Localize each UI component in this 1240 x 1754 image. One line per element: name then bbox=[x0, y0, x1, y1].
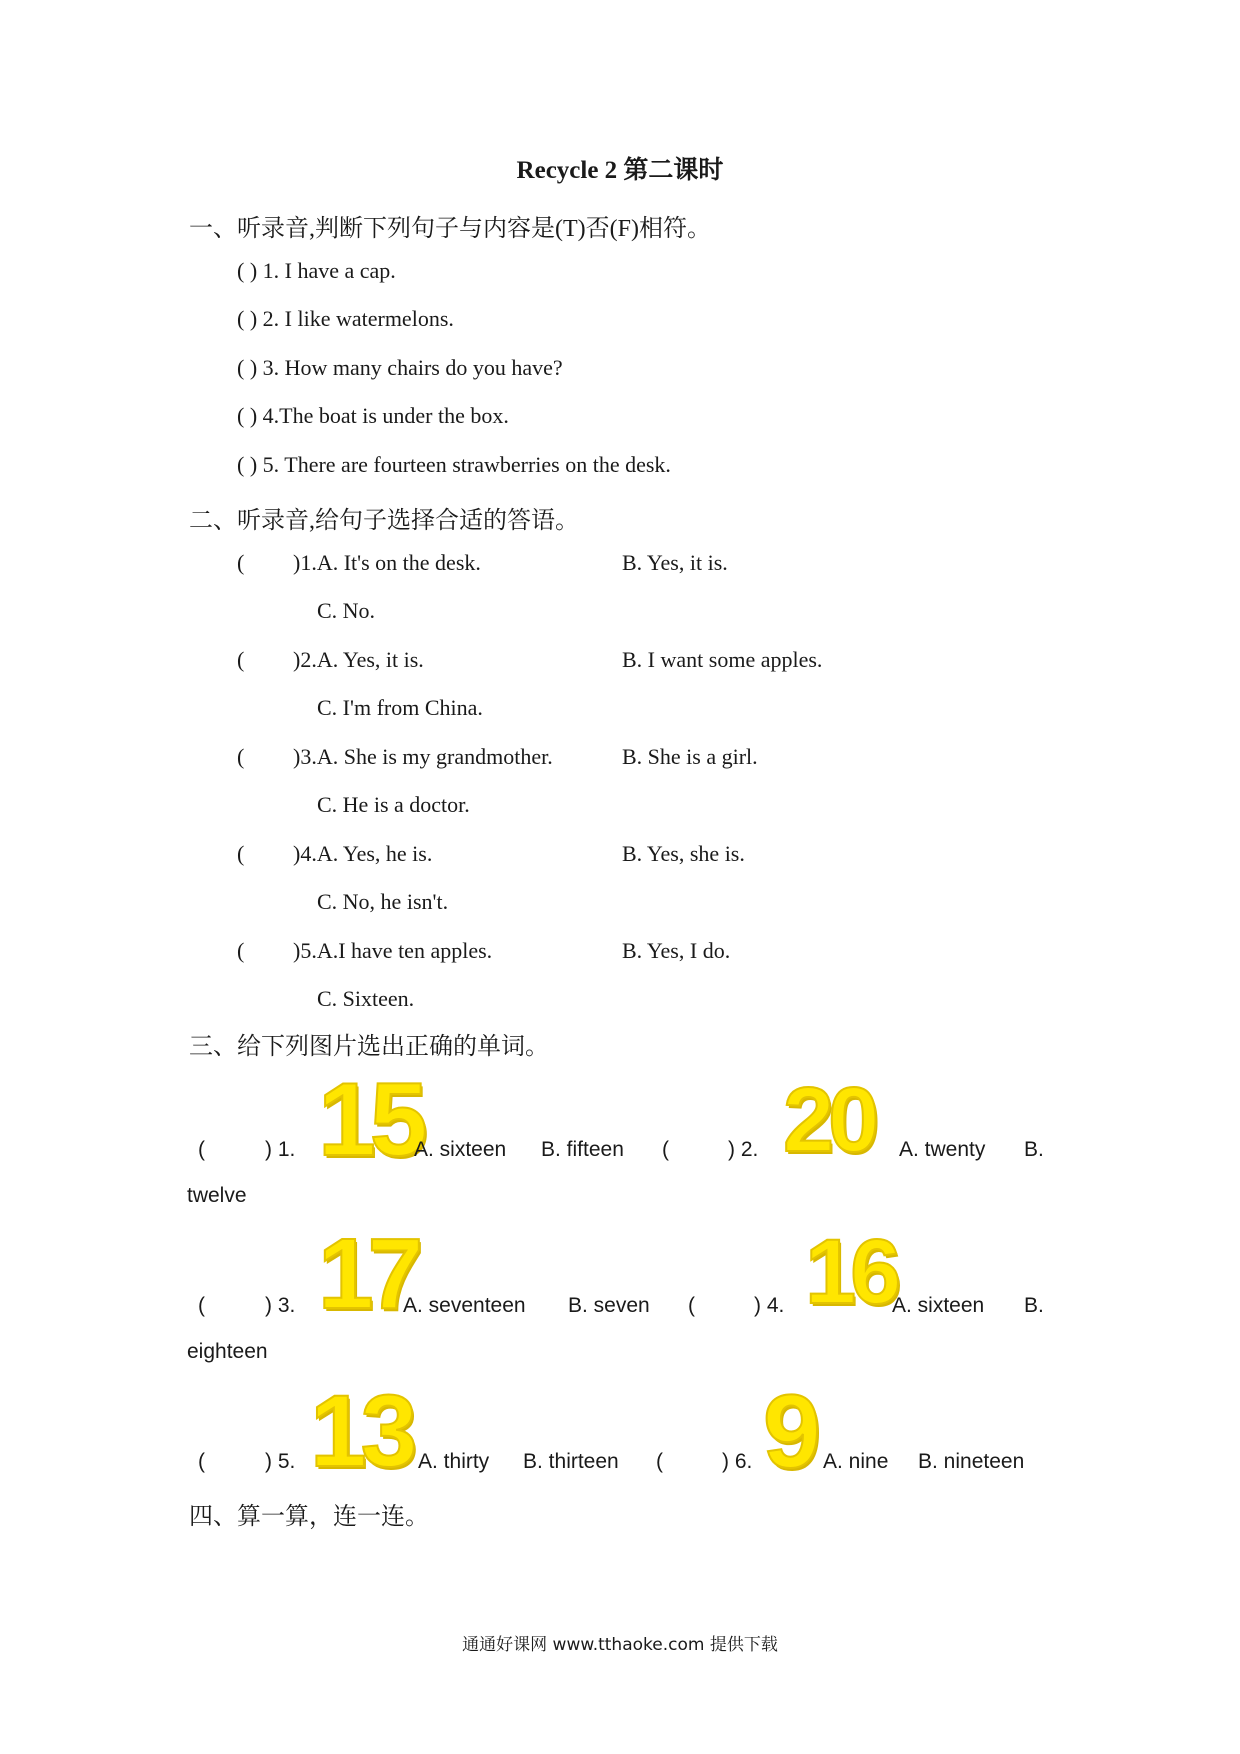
part3-item-2-b: B. bbox=[1024, 1138, 1044, 1161]
part3-paren-3: ( bbox=[198, 1294, 205, 1317]
part1-item-1: ( ) 1. I have a cap. bbox=[237, 258, 396, 283]
part3-item-4-a: A. sixteen bbox=[892, 1294, 985, 1317]
part2-paren-5: ( bbox=[237, 938, 245, 963]
part3-item-3-b: B. seven bbox=[568, 1294, 650, 1317]
part3-item-4-no: ) 4. bbox=[754, 1294, 785, 1317]
part2-item-1-b: B. Yes, it is. bbox=[622, 550, 728, 575]
part1-heading: 一、听录音,判断下列句子与内容是(T)否(F)相符。 bbox=[189, 216, 711, 242]
part1-item-2: ( ) 2. I like watermelons. bbox=[237, 306, 454, 331]
part3-item-2-a: A. twenty bbox=[899, 1138, 986, 1161]
part3-item-3-no: ) 3. bbox=[265, 1294, 296, 1317]
part3-item-6-a: A. nine bbox=[823, 1450, 889, 1473]
part3-paren-5: ( bbox=[198, 1450, 205, 1473]
page-footer: 通通好课网 www.tthaoke.com 提供下载 bbox=[462, 1635, 778, 1655]
number-9-picture: 9 bbox=[763, 1374, 815, 1490]
number-16-picture: 16 bbox=[805, 1221, 896, 1323]
part1-item-3: ( ) 3. How many chairs do you have? bbox=[237, 355, 563, 380]
part3-item-3-a: A. seventeen bbox=[403, 1294, 526, 1317]
part3-item-5-a: A. thirty bbox=[418, 1450, 490, 1473]
part2-paren-4: ( bbox=[237, 841, 245, 866]
part2-paren-3: ( bbox=[237, 744, 245, 769]
part3-item-6-no: ) 6. bbox=[722, 1450, 753, 1473]
part3-item-4-b: B. bbox=[1024, 1294, 1044, 1317]
part3-item-2-no: ) 2. bbox=[728, 1138, 759, 1161]
number-13-picture: 13 bbox=[310, 1374, 412, 1488]
part2-item-2-a: )2.A. Yes, it is. bbox=[293, 647, 424, 672]
part3-item-1-no: ) 1. bbox=[265, 1138, 296, 1161]
part1-item-5: ( ) 5. There are fourteen strawberries on the desk. bbox=[237, 452, 671, 477]
part3-paren-2: ( bbox=[662, 1138, 669, 1161]
part3-item-6-b: B. nineteen bbox=[918, 1450, 1025, 1473]
part2-item-4-b: B. Yes, she is. bbox=[622, 841, 745, 866]
part3-paren-6: ( bbox=[656, 1450, 663, 1473]
part2-item-2-c: C. I'm from China. bbox=[317, 695, 483, 720]
part3-item-4-b-word: eighteen bbox=[187, 1340, 268, 1363]
part2-item-3-c: C. He is a doctor. bbox=[317, 792, 470, 817]
part3-heading: 三、给下列图片选出正确的单词。 bbox=[189, 1034, 549, 1060]
part2-item-5-c: C. Sixteen. bbox=[317, 986, 415, 1011]
part1-item-4: ( ) 4.The boat is under the box. bbox=[237, 403, 509, 428]
part3-item-5-b: B. thirteen bbox=[523, 1450, 619, 1473]
part2-item-4-a: )4.A. Yes, he is. bbox=[293, 841, 433, 866]
part3-item-5-no: ) 5. bbox=[265, 1450, 296, 1473]
part2-item-2-b: B. I want some apples. bbox=[622, 647, 823, 672]
part3-paren-4: ( bbox=[688, 1294, 695, 1317]
part2-paren-1: ( bbox=[237, 550, 245, 575]
part2-item-3-a: )3.A. She is my grandmother. bbox=[293, 744, 553, 769]
part2-item-1-a: )1.A. It's on the desk. bbox=[293, 550, 481, 575]
number-15-picture: 15 bbox=[318, 1062, 422, 1178]
part2-item-4-c: C. No, he isn't. bbox=[317, 889, 449, 914]
page-title: Recycle 2 第二课时 bbox=[516, 157, 724, 184]
number-20-picture: 20 bbox=[783, 1069, 874, 1171]
part4-heading: 四、算一算，连一连。 bbox=[189, 1504, 429, 1530]
part3-item-1-a: A. sixteen bbox=[414, 1138, 507, 1161]
number-17-picture: 17 bbox=[318, 1218, 418, 1330]
part2-item-1-c: C. No. bbox=[317, 598, 376, 623]
part2-item-5-b: B. Yes, I do. bbox=[622, 938, 731, 963]
part3-item-1-b: B. fifteen bbox=[541, 1138, 624, 1161]
part2-heading: 二、听录音,给句子选择合适的答语。 bbox=[189, 508, 579, 534]
part2-item-3-b: B. She is a girl. bbox=[622, 744, 758, 769]
part3-item-2-b-word: twelve bbox=[187, 1184, 247, 1207]
part2-paren-2: ( bbox=[237, 647, 245, 672]
part2-item-5-a: )5.A.I have ten apples. bbox=[293, 938, 493, 963]
part3-paren-1: ( bbox=[198, 1138, 205, 1161]
